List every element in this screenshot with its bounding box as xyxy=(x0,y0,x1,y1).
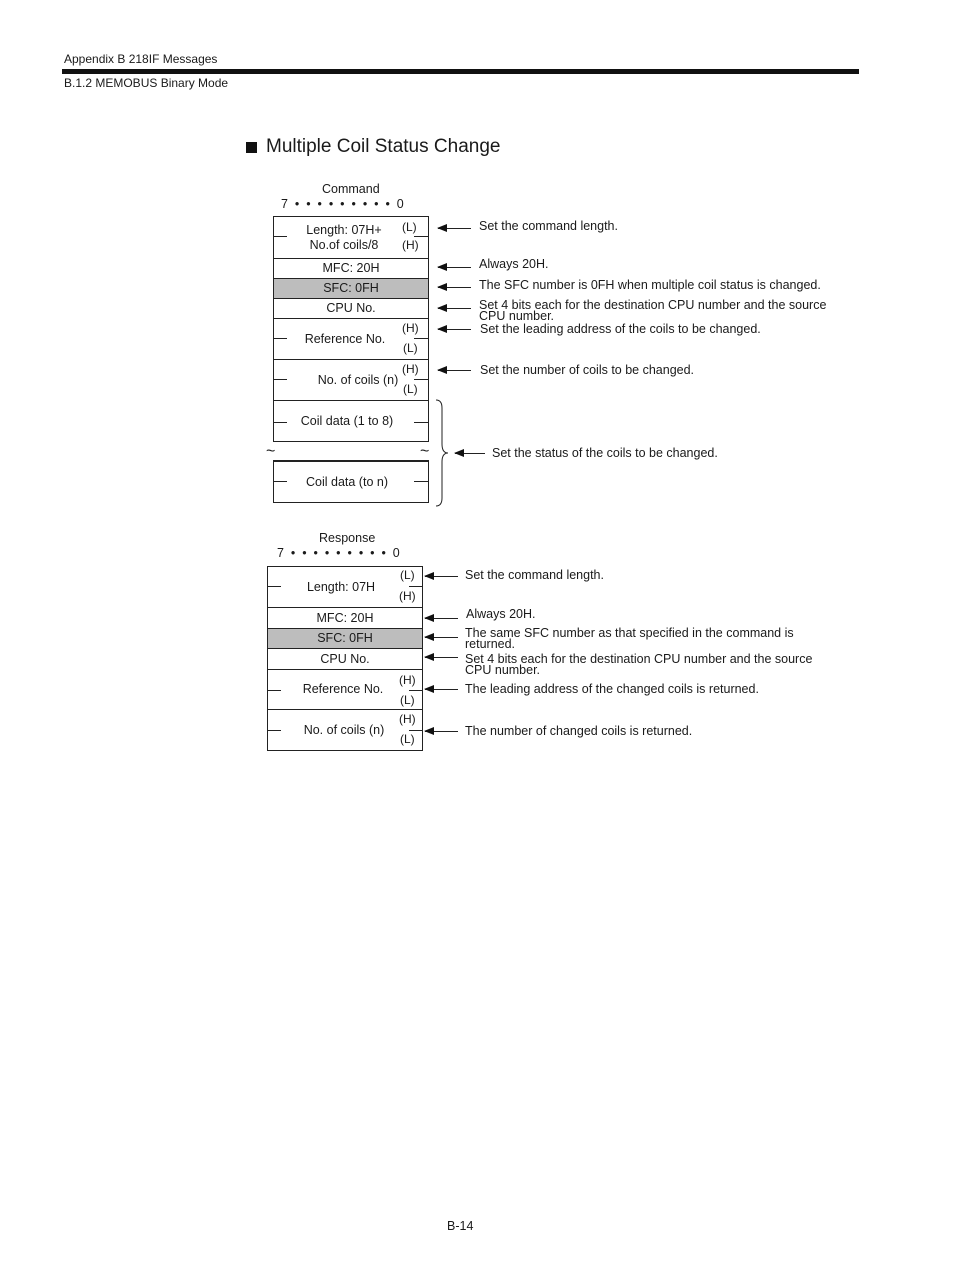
command-note-sfc: The SFC number is 0FH when multiple coil status is changed. xyxy=(479,278,821,292)
command-gap-top-line xyxy=(273,441,429,442)
byte-label-high: (H) xyxy=(399,712,416,726)
break-mark-icon: ~ xyxy=(266,443,276,460)
command-cpu-field xyxy=(274,299,428,319)
response-sfc-field xyxy=(268,629,422,649)
left-arrow-icon xyxy=(438,267,471,268)
byte-label-high: (H) xyxy=(399,589,416,603)
response-note-cpu-line1: Set 4 bits each for the destination CPU number and the source xyxy=(465,652,813,666)
command-coil-data-first-field xyxy=(274,401,428,442)
response-note-length: Set the command length. xyxy=(465,568,604,582)
left-arrow-icon xyxy=(438,287,471,288)
command-length-line2: No.of coils/8 xyxy=(309,237,379,252)
byte-label-low: (L) xyxy=(400,732,415,746)
byte-divider-tick xyxy=(409,690,423,691)
header-rule xyxy=(62,69,859,74)
command-caption: Command xyxy=(322,182,380,196)
command-cpu-label: CPU No. xyxy=(326,301,376,315)
command-gap-bottom-line xyxy=(273,461,429,462)
response-length-label: Length: 07H xyxy=(306,579,376,594)
response-sfc-label: SFC: 0FH xyxy=(317,631,373,645)
left-arrow-icon xyxy=(425,689,458,690)
command-note-coils: Set the number of coils to be changed. xyxy=(480,363,695,377)
byte-label-high: (H) xyxy=(399,673,416,687)
command-note-cpu-line1: Set 4 bits each for the destination CPU number and the source xyxy=(479,298,827,312)
response-note-cpu xyxy=(465,654,812,676)
command-sfc-label: SFC: 0FH xyxy=(323,281,379,295)
left-arrow-icon xyxy=(438,308,471,309)
command-coil-data-last-label: Coil data (to n) xyxy=(306,475,388,489)
running-header-section: B.1.2 MEMOBUS Binary Mode xyxy=(64,76,229,90)
command-mfc-field xyxy=(274,259,428,279)
response-note-cpu-line2: CPU number. xyxy=(465,663,541,677)
byte-divider-tick xyxy=(273,236,287,237)
left-arrow-icon xyxy=(438,370,471,371)
byte-label-low: (L) xyxy=(403,341,418,355)
response-cpu-label: CPU No. xyxy=(320,651,370,666)
response-note-coils: The number of changed coils is returned. xyxy=(465,724,693,738)
command-coil-data-last-field xyxy=(274,462,428,503)
byte-divider-tick xyxy=(273,338,287,339)
left-arrow-icon xyxy=(425,731,458,732)
byte-divider-tick xyxy=(414,422,428,423)
byte-divider-tick xyxy=(267,586,281,587)
byte-divider-tick xyxy=(414,338,428,339)
square-bullet-icon xyxy=(246,142,257,153)
command-note-cpu-line2: CPU number. xyxy=(479,309,555,323)
response-ref-label: Reference No. xyxy=(302,682,384,696)
command-sfc-field xyxy=(274,279,428,299)
left-arrow-icon xyxy=(425,637,458,638)
byte-divider-tick xyxy=(273,481,287,482)
response-cpu-field xyxy=(268,649,422,670)
byte-divider-tick xyxy=(273,379,287,380)
response-mfc-label: MFC: 20H xyxy=(316,610,374,625)
command-note-coil-data: Set the status of the coils to be changed. xyxy=(492,446,718,460)
byte-divider-tick xyxy=(267,690,281,691)
command-ref-label: Reference No. xyxy=(304,331,386,346)
byte-divider-tick xyxy=(414,236,428,237)
section-title-text: Multiple Coil Status Change xyxy=(266,136,501,157)
left-arrow-icon xyxy=(425,618,458,619)
page-number: B-14 xyxy=(447,1219,474,1233)
response-caption: Response xyxy=(319,531,376,545)
break-mark-icon: ~ xyxy=(420,443,430,460)
command-gap-mask xyxy=(272,442,430,460)
byte-label-low: (L) xyxy=(403,382,418,396)
response-bit-range: 7 • • • • • • • • • 0 xyxy=(277,546,400,560)
left-arrow-icon xyxy=(438,228,471,229)
curly-brace-icon xyxy=(432,398,452,510)
response-note-sfc xyxy=(465,628,794,650)
response-note-sfc-line1: The same SFC number as that specified in the command is xyxy=(465,626,794,640)
response-coils-label: No. of coils (n) xyxy=(303,722,385,737)
running-header-chapter: Appendix B 218IF Messages xyxy=(64,52,218,66)
byte-divider-tick xyxy=(267,730,281,731)
command-note-mfc: Always 20H. xyxy=(479,257,549,271)
section-title xyxy=(246,136,500,158)
byte-label-high: (H) xyxy=(402,238,419,252)
byte-label-low: (L) xyxy=(400,693,415,707)
command-mfc-label: MFC: 20H xyxy=(322,261,380,275)
byte-divider-tick xyxy=(409,586,423,587)
command-note-cpu xyxy=(479,300,826,322)
byte-label-low: (L) xyxy=(402,220,417,234)
left-arrow-icon xyxy=(425,657,458,658)
command-note-ref: Set the leading address of the coils to be changed. xyxy=(480,322,761,336)
command-note-length: Set the command length. xyxy=(479,219,618,233)
response-note-ref: The leading address of the changed coils is returned. xyxy=(465,682,759,696)
byte-label-high: (H) xyxy=(402,362,419,376)
byte-divider-tick xyxy=(414,379,428,380)
byte-label-high: (H) xyxy=(402,321,419,335)
response-mfc-field xyxy=(268,608,422,629)
left-arrow-icon xyxy=(455,453,485,454)
command-coils-label: No. of coils (n) xyxy=(317,372,399,387)
byte-divider-tick xyxy=(273,422,287,423)
command-length-line1: Length: 07H+ xyxy=(306,222,382,237)
response-note-sfc-line2: returned. xyxy=(465,637,516,651)
byte-divider-tick xyxy=(414,481,428,482)
command-bit-range: 7 • • • • • • • • • 0 xyxy=(281,197,404,211)
left-arrow-icon xyxy=(425,576,458,577)
left-arrow-icon xyxy=(438,329,471,330)
byte-divider-tick xyxy=(409,730,423,731)
response-note-mfc: Always 20H. xyxy=(466,607,536,621)
command-coil-data-first-label: Coil data (1 to 8) xyxy=(300,413,394,428)
byte-label-low: (L) xyxy=(400,568,415,582)
